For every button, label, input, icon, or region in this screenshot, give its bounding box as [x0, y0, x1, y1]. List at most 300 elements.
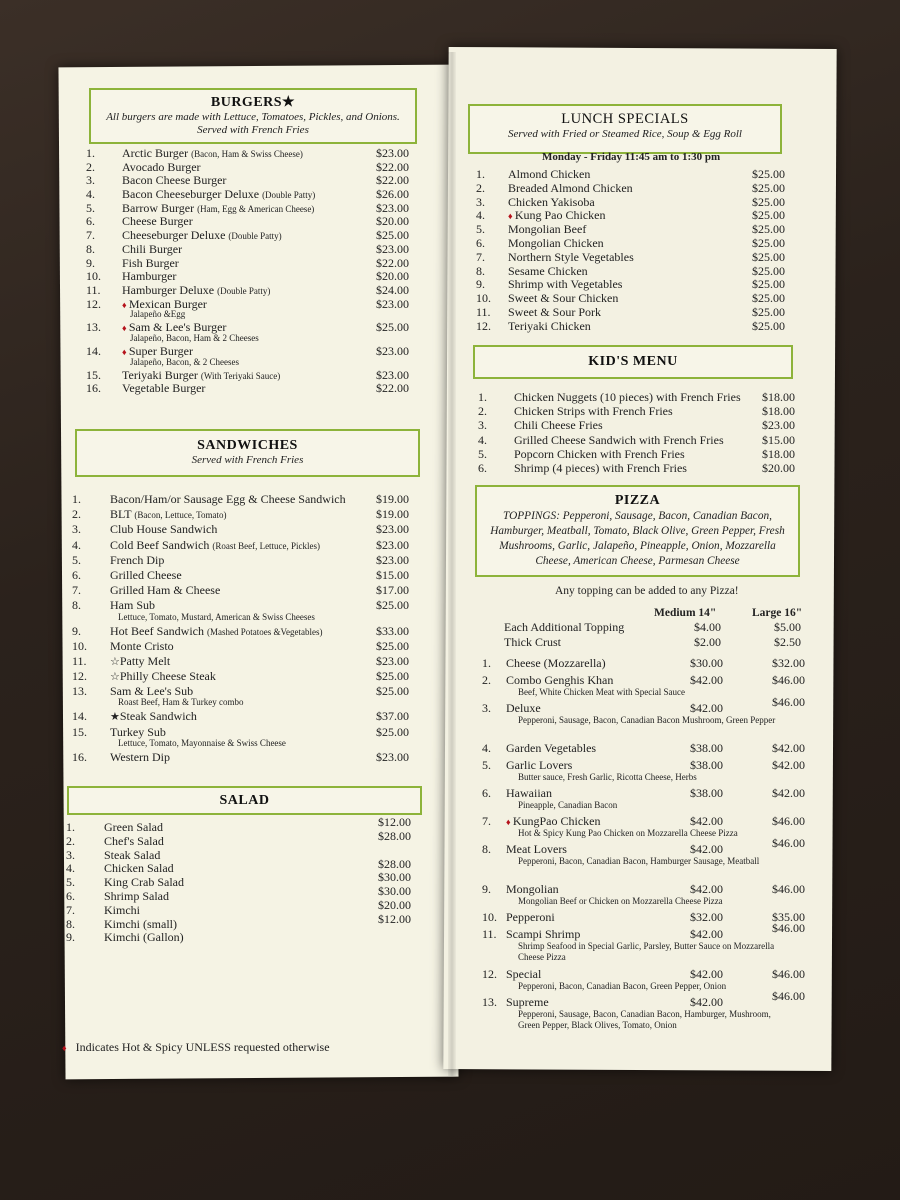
- item-name: [110, 669, 216, 685]
- item-name-text: Vegetable Burger: [122, 381, 206, 396]
- pizza-name-text: Garden Vegetables: [506, 741, 597, 755]
- item-name-text: Hamburger Deluxe: [122, 282, 215, 297]
- item-name: [508, 292, 618, 306]
- spicy-diamond-icon: ♦: [508, 211, 515, 222]
- pizza-number: 13.: [482, 995, 497, 1009]
- menu-item-row: [476, 196, 786, 210]
- salad-title: SALAD: [219, 793, 270, 808]
- menu-item-row: [86, 298, 416, 312]
- item-number: 4.: [478, 432, 487, 447]
- item-note: (Double Patty): [217, 285, 271, 296]
- item-note: (Roast Beef, Lettuce, Pickles): [212, 540, 321, 551]
- item-name-text: Super Burger: [128, 343, 193, 358]
- menu-item-row: [86, 174, 416, 188]
- item-name-text: Chicken Strips with French Fries: [514, 404, 673, 419]
- salad-header: [67, 786, 422, 815]
- pizza-large-price: $46.00: [772, 967, 805, 981]
- menu-item-row: [86, 161, 416, 175]
- item-name: [104, 918, 177, 932]
- pizza-medium-price: $42.00: [690, 967, 723, 981]
- star-icon: ★: [110, 711, 120, 724]
- menu-item-row: [66, 876, 266, 890]
- star-icon: ☆: [110, 655, 120, 668]
- item-number: 6.: [66, 888, 75, 903]
- item-number: 3.: [66, 847, 75, 862]
- menu-item-row: [478, 462, 796, 476]
- item-name: [508, 196, 595, 210]
- menu-item-row: [476, 223, 786, 237]
- spicy-legend: [62, 1040, 330, 1055]
- item-price: $20.00: [376, 214, 409, 229]
- item-name-text: Kimchi (Gallon): [104, 930, 184, 945]
- pizza-number: 4.: [482, 741, 491, 755]
- item-name-text: Sweet & Sour Chicken: [508, 291, 619, 306]
- menu-item-row: [476, 168, 786, 182]
- item-price: $25.00: [752, 318, 785, 333]
- menu-item-row: [72, 598, 417, 613]
- item-price: $22.00: [376, 173, 409, 188]
- pizza-number: 7.: [482, 814, 491, 828]
- item-name: [104, 890, 169, 904]
- item-name-text: Patty Melt: [119, 653, 171, 668]
- kids-header: [473, 345, 793, 379]
- item-price: $25.00: [752, 180, 785, 195]
- item-name-text: Chicken Salad: [104, 861, 174, 876]
- menu-item-row: [478, 434, 796, 448]
- pizza-name-text: Cheese (Mozzarella): [506, 656, 606, 670]
- item-name-text: Cold Beef Sandwich: [110, 537, 210, 552]
- lunch-title: LUNCH SPECIALS: [561, 111, 689, 127]
- item-number: 7.: [66, 902, 75, 917]
- menu-item-row: [72, 568, 417, 583]
- pizza-medium-price: $38.00: [690, 758, 723, 772]
- item-name: [508, 223, 586, 237]
- item-name-text: Kimchi (small): [104, 916, 177, 931]
- pizza-number: 5.: [482, 758, 491, 772]
- menu-item-row: [476, 209, 786, 223]
- pizza-medium-price: $38.00: [690, 786, 723, 800]
- item-number: 16.: [72, 749, 87, 764]
- item-name: [110, 725, 166, 740]
- item-name: [514, 391, 741, 405]
- spicy-diamond-icon: ♦: [506, 817, 513, 827]
- item-name-text: Bacon Cheese Burger: [122, 173, 227, 188]
- pizza-name-text: Garlic Lovers: [506, 758, 573, 772]
- pizza-extra-medium: $4.00: [694, 620, 721, 634]
- item-number: 12.: [72, 669, 87, 684]
- item-number: 4.: [72, 537, 81, 552]
- item-name-text: Sam & Lee's Burger: [128, 320, 227, 335]
- item-name-text: BLT: [110, 507, 132, 522]
- pizza-name: [506, 673, 613, 688]
- pizza-large-price: $46.00: [772, 814, 805, 828]
- item-price: $18.00: [762, 404, 795, 419]
- item-price: $23.00: [376, 552, 409, 567]
- item-price: $23.00: [376, 241, 409, 256]
- item-number: 11.: [86, 282, 101, 297]
- item-name-text: Chicken Nuggets (10 pieces) with French Fries: [514, 390, 741, 404]
- item-number: 2.: [72, 507, 81, 522]
- menu-item-row: [476, 278, 786, 292]
- item-price: $25.00: [752, 222, 785, 237]
- menu-item-row: [86, 257, 416, 271]
- item-number: 13.: [72, 684, 87, 699]
- salad-price: $30.00: [378, 884, 411, 899]
- menu-item-row: [86, 321, 416, 335]
- pizza-name: [506, 758, 572, 773]
- item-note: (Double Patty): [228, 231, 282, 242]
- item-name: [110, 684, 193, 699]
- item-number: 12.: [476, 318, 491, 333]
- item-name-text: Cheeseburger Deluxe: [122, 228, 226, 243]
- pizza-header: [475, 485, 800, 577]
- menu-item-row: [66, 849, 266, 863]
- item-name-text: Shrimp Salad: [104, 888, 169, 903]
- pizza-large-price: $46.00: [772, 882, 805, 896]
- item-number: 8.: [66, 916, 75, 931]
- salad-price: $12.00: [378, 815, 411, 829]
- item-number: 10.: [86, 269, 101, 284]
- item-price: $15.00: [762, 432, 795, 447]
- item-number: 5.: [86, 200, 95, 215]
- item-price: $22.00: [376, 381, 409, 396]
- item-number: 11.: [72, 653, 87, 668]
- pizza-description: Butter sauce, Fresh Garlic, Ricotta Cheese, Herbs: [518, 772, 697, 782]
- item-number: 9.: [72, 623, 81, 638]
- pizza-name: [506, 882, 559, 897]
- item-number: 5.: [478, 446, 487, 461]
- pizza-large-header: Large 16": [752, 607, 803, 619]
- pizza-number: 12.: [482, 967, 497, 981]
- item-name: [514, 448, 685, 462]
- menu-item-row: [478, 448, 796, 462]
- item-description: Roast Beef, Ham & Turkey combo: [118, 697, 244, 708]
- item-description: Jalapeño, Bacon, Ham & 2 Cheeses: [130, 332, 259, 343]
- menu-item-row: [72, 507, 417, 522]
- item-price: $15.00: [376, 567, 409, 582]
- item-number: 15.: [86, 367, 101, 382]
- pizza-description: Shrimp Seafood in Special Garlic, Parsley, Butter Sauce on Mozzarella Cheese Pizza: [518, 941, 775, 962]
- item-price: $18.00: [762, 390, 795, 404]
- item-number: 8.: [72, 598, 81, 613]
- item-number: 6.: [86, 214, 95, 229]
- item-name: [122, 345, 193, 360]
- pizza-medium-price: $42.00: [690, 882, 723, 896]
- item-number: 5.: [66, 875, 75, 890]
- pizza-medium-price: $42.00: [690, 842, 723, 856]
- item-name-text: Kung Pao Chicken: [514, 208, 606, 223]
- item-price: $23.00: [762, 418, 795, 433]
- pizza-name-text: Scampi Shrimp: [506, 927, 581, 941]
- menu-item-row: [86, 229, 416, 243]
- menu-item-row: [72, 709, 417, 724]
- menu-item-row: [476, 182, 786, 196]
- menu-item-row: [86, 147, 416, 161]
- item-name-text: Sam & Lee's Sub: [110, 684, 194, 699]
- item-price: $22.00: [376, 255, 409, 270]
- pizza-number: 3.: [482, 701, 491, 715]
- item-description: Jalapeño, Bacon, & 2 Cheeses: [130, 356, 239, 367]
- item-price: $23.00: [376, 522, 409, 537]
- item-number: 6.: [478, 460, 487, 475]
- item-name-text: Cheese Burger: [122, 214, 193, 229]
- item-name: [110, 492, 346, 507]
- pizza-description: Pepperoni, Sausage, Bacon, Canadian Bacon Mushroom, Green Pepper: [518, 715, 776, 725]
- pizza-number: 2.: [482, 673, 491, 687]
- item-number: 8.: [86, 241, 95, 256]
- pizza-description: Pineapple, Canadian Bacon: [518, 800, 618, 810]
- item-number: 9.: [476, 277, 485, 292]
- item-number: 14.: [72, 709, 87, 724]
- salad-price: $28.00: [378, 828, 411, 843]
- item-name: [110, 538, 320, 554]
- menu-item-row: [66, 862, 266, 876]
- item-name-text: Chili Cheese Fries: [514, 418, 603, 433]
- pizza-description: Hot & Spicy Kung Pao Chicken on Mozzarella Cheese Pizza: [518, 828, 738, 838]
- item-price: $23.00: [376, 367, 409, 382]
- item-note: (Mashed Potatoes &Vegetables): [206, 626, 323, 637]
- item-name-text: Hamburger: [122, 269, 177, 284]
- item-name-text: Avocado Burger: [122, 159, 201, 174]
- item-number: 3.: [478, 418, 487, 433]
- menu-item-row: [72, 538, 417, 553]
- menu-item-row: [66, 835, 266, 849]
- item-name: [104, 862, 174, 876]
- pizza-description: Mongolian Beef or Chicken on Mozzarella Cheese Pizza: [518, 896, 723, 906]
- menu-item-row: [72, 639, 417, 654]
- spicy-legend-text: Indicates Hot & Spicy UNLESS requested otherwise: [75, 1040, 330, 1054]
- kids-title: KID'S MENU: [588, 354, 678, 369]
- pizza-number: 6.: [482, 786, 491, 800]
- item-price: $20.00: [376, 269, 409, 284]
- pizza-extra-large: $2.50: [774, 635, 801, 649]
- pizza-name-text: Supreme: [506, 995, 549, 1009]
- menu-item-row: [72, 684, 417, 699]
- item-name: [508, 306, 601, 320]
- item-price: $24.00: [376, 282, 409, 297]
- item-price: $25.00: [376, 598, 409, 613]
- pizza-large-price: $42.00: [772, 758, 805, 772]
- pizza-toppings: TOPPINGS: Pepperoni, Sausage, Bacon, Canadian Bacon, Hamburger, Meatball, Tomato, Black Olive, Green Pepper, Fresh Mushrooms, Garlic, Jalapeño, Pineapple, Onion, Mozzarella Cheese, American Cheese, Parmesan Cheese: [490, 510, 785, 567]
- item-number: 4.: [66, 861, 75, 876]
- item-name-text: Hot Beef Sandwich: [110, 623, 204, 638]
- menu-item-row: [72, 750, 417, 765]
- item-number: 1.: [66, 820, 75, 834]
- pizza-name-text: Combo Genghis Khan: [506, 673, 614, 687]
- item-name-text: Ham Sub: [110, 598, 155, 613]
- item-number: 14.: [86, 343, 101, 358]
- item-name-text: Arctic Burger: [122, 146, 189, 160]
- item-note: (Bacon, Ham & Swiss Cheese): [191, 149, 303, 159]
- pizza-name-text: Special: [506, 967, 542, 981]
- item-name: [514, 419, 603, 433]
- item-name-text: King Crab Salad: [104, 875, 184, 890]
- pizza-extra-large: $5.00: [774, 620, 801, 634]
- item-note: (Ham, Egg & American Cheese): [197, 203, 315, 214]
- item-number: 2.: [86, 159, 95, 174]
- menu-item-row: [66, 890, 266, 904]
- item-price: $33.00: [376, 623, 409, 638]
- item-note: (With Teriyaki Sauce): [200, 370, 281, 381]
- item-note: (Bacon, Lettuce, Tomato): [134, 510, 227, 521]
- item-price: $22.00: [376, 159, 409, 174]
- pizza-large-price: $46.00: [772, 836, 805, 850]
- item-name-text: Kimchi: [104, 902, 140, 917]
- pizza-name: [506, 701, 541, 716]
- pizza-medium-price: $30.00: [690, 656, 723, 670]
- item-price: $19.00: [376, 492, 409, 506]
- item-name: [508, 237, 604, 251]
- pizza-name: [506, 927, 580, 942]
- item-price: $17.00: [376, 583, 409, 598]
- spicy-diamond-icon: ♦: [122, 323, 129, 334]
- item-price: $25.00: [752, 291, 785, 306]
- menu-item-row: [66, 918, 266, 932]
- item-number: 13.: [86, 320, 101, 335]
- item-name-text: Grilled Cheese Sandwich with French Fries: [514, 432, 724, 447]
- pizza-extra-name: Thick Crust: [504, 635, 561, 649]
- item-price: $23.00: [376, 537, 409, 552]
- item-name: [508, 168, 590, 182]
- item-number: 4.: [86, 187, 95, 202]
- item-price: $25.00: [752, 263, 785, 278]
- menu-item-row: [476, 237, 786, 251]
- menu-item-row: [72, 624, 417, 639]
- item-name: [110, 522, 217, 537]
- item-name-text: Shrimp with Vegetables: [508, 277, 623, 292]
- spicy-diamond-icon: ♦: [122, 299, 129, 310]
- item-number: 9.: [86, 255, 95, 270]
- menu-item-row: [478, 405, 796, 419]
- item-name: [122, 321, 226, 336]
- item-name: [110, 654, 170, 670]
- item-name-text: Philly Cheese Steak: [119, 669, 216, 684]
- item-name-text: Club House Sandwich: [110, 522, 218, 537]
- item-number: 6.: [476, 235, 485, 250]
- item-name: [104, 821, 163, 835]
- lunch-header: [468, 104, 782, 154]
- item-number: 5.: [72, 552, 81, 567]
- pizza-name: [506, 741, 596, 756]
- pizza-number: 8.: [482, 842, 491, 856]
- item-price: $23.00: [376, 146, 409, 160]
- spicy-diamond-icon: ♦: [122, 346, 129, 357]
- item-price: $25.00: [376, 669, 409, 684]
- pizza-name: [506, 967, 541, 982]
- item-name: [508, 278, 622, 292]
- item-price: $19.00: [376, 507, 409, 522]
- pizza-name-text: Pepperoni: [506, 910, 555, 924]
- item-number: 2.: [66, 833, 75, 848]
- pizza-description: Beef, White Chicken Meat with Special Sauce: [518, 687, 686, 697]
- item-price: $25.00: [376, 320, 409, 335]
- item-number: 7.: [86, 228, 95, 243]
- item-number: 11.: [476, 304, 491, 319]
- item-number: 1.: [72, 492, 81, 506]
- salad-price: $28.00: [378, 856, 411, 871]
- pizza-medium-price: $42.00: [690, 927, 723, 941]
- item-number: 7.: [476, 249, 485, 264]
- item-name: [110, 553, 164, 568]
- menu-item-row: [86, 243, 416, 257]
- menu-item-row: [478, 419, 796, 433]
- item-name: [110, 639, 174, 654]
- item-name-text: French Dip: [110, 552, 165, 567]
- menu-item-row: [86, 369, 416, 383]
- menu-item-row: [86, 215, 416, 229]
- item-price: $25.00: [752, 208, 785, 223]
- item-price: $25.00: [752, 249, 785, 264]
- menu-fold: [448, 52, 456, 1076]
- item-name-text: Almond Chicken: [508, 167, 591, 181]
- item-price: $25.00: [752, 194, 785, 209]
- menu-item-row: [66, 904, 266, 918]
- item-name-text: Bacon Cheeseburger Deluxe: [122, 187, 260, 202]
- item-name: [110, 624, 322, 640]
- item-name: [110, 568, 182, 583]
- menu-item-row: [72, 669, 417, 684]
- sandwiches-title: SANDWICHES: [197, 438, 298, 453]
- item-price: $18.00: [762, 446, 795, 461]
- item-name-text: Chef's Salad: [104, 833, 164, 848]
- menu-item-row: [72, 725, 417, 740]
- item-number: 5.: [476, 222, 485, 237]
- item-price: $25.00: [376, 684, 409, 699]
- menu-item-row: [72, 553, 417, 568]
- pizza-number: 11.: [482, 927, 497, 941]
- item-price: $25.00: [752, 235, 785, 250]
- pizza-name: [506, 656, 606, 671]
- item-number: 3.: [86, 173, 95, 188]
- item-name: [508, 320, 591, 334]
- salad-price: $12.00: [378, 911, 411, 926]
- pizza-title: PIZZA: [614, 493, 661, 508]
- pizza-medium-price: $42.00: [690, 701, 723, 715]
- pizza-name-text: Hawaiian: [506, 786, 552, 800]
- pizza-medium-price: $38.00: [690, 741, 723, 755]
- item-number: 9.: [66, 930, 75, 945]
- menu-item-row: [72, 522, 417, 537]
- menu-item-row: [86, 202, 416, 216]
- sandwiches-subtitle: Served with French Fries: [191, 454, 304, 466]
- item-number: 8.: [476, 263, 485, 278]
- menu-item-row: [86, 284, 416, 298]
- item-name: [514, 434, 724, 448]
- item-number: 3.: [476, 194, 485, 209]
- menu-item-row: [476, 292, 786, 306]
- item-number: 15.: [72, 724, 87, 739]
- burgers-header: [89, 88, 417, 144]
- item-number: 2.: [476, 180, 485, 195]
- item-name-text: Teriyaki Burger: [122, 367, 198, 382]
- kids-list: [478, 391, 796, 476]
- pizza-name-text: KungPao Chicken: [512, 814, 601, 828]
- item-number: 1.: [478, 390, 487, 404]
- pizza-number: 10.: [482, 910, 497, 924]
- item-price: $23.00: [376, 653, 409, 668]
- pizza-large-price: $32.00: [772, 656, 805, 670]
- item-name-text: Bacon/Ham/or Sausage Egg & Cheese Sandwich: [110, 492, 346, 506]
- item-name-text: Fish Burger: [122, 255, 179, 270]
- item-number: 4.: [476, 208, 485, 223]
- item-name: [110, 750, 170, 765]
- menu-item-row: [72, 654, 417, 669]
- item-number: 2.: [478, 404, 487, 419]
- item-price: $25.00: [752, 167, 785, 181]
- item-number: 3.: [72, 522, 81, 537]
- item-name-text: Shrimp (4 pieces) with French Fries: [514, 460, 687, 475]
- burgers-title: BURGERS★: [210, 95, 296, 110]
